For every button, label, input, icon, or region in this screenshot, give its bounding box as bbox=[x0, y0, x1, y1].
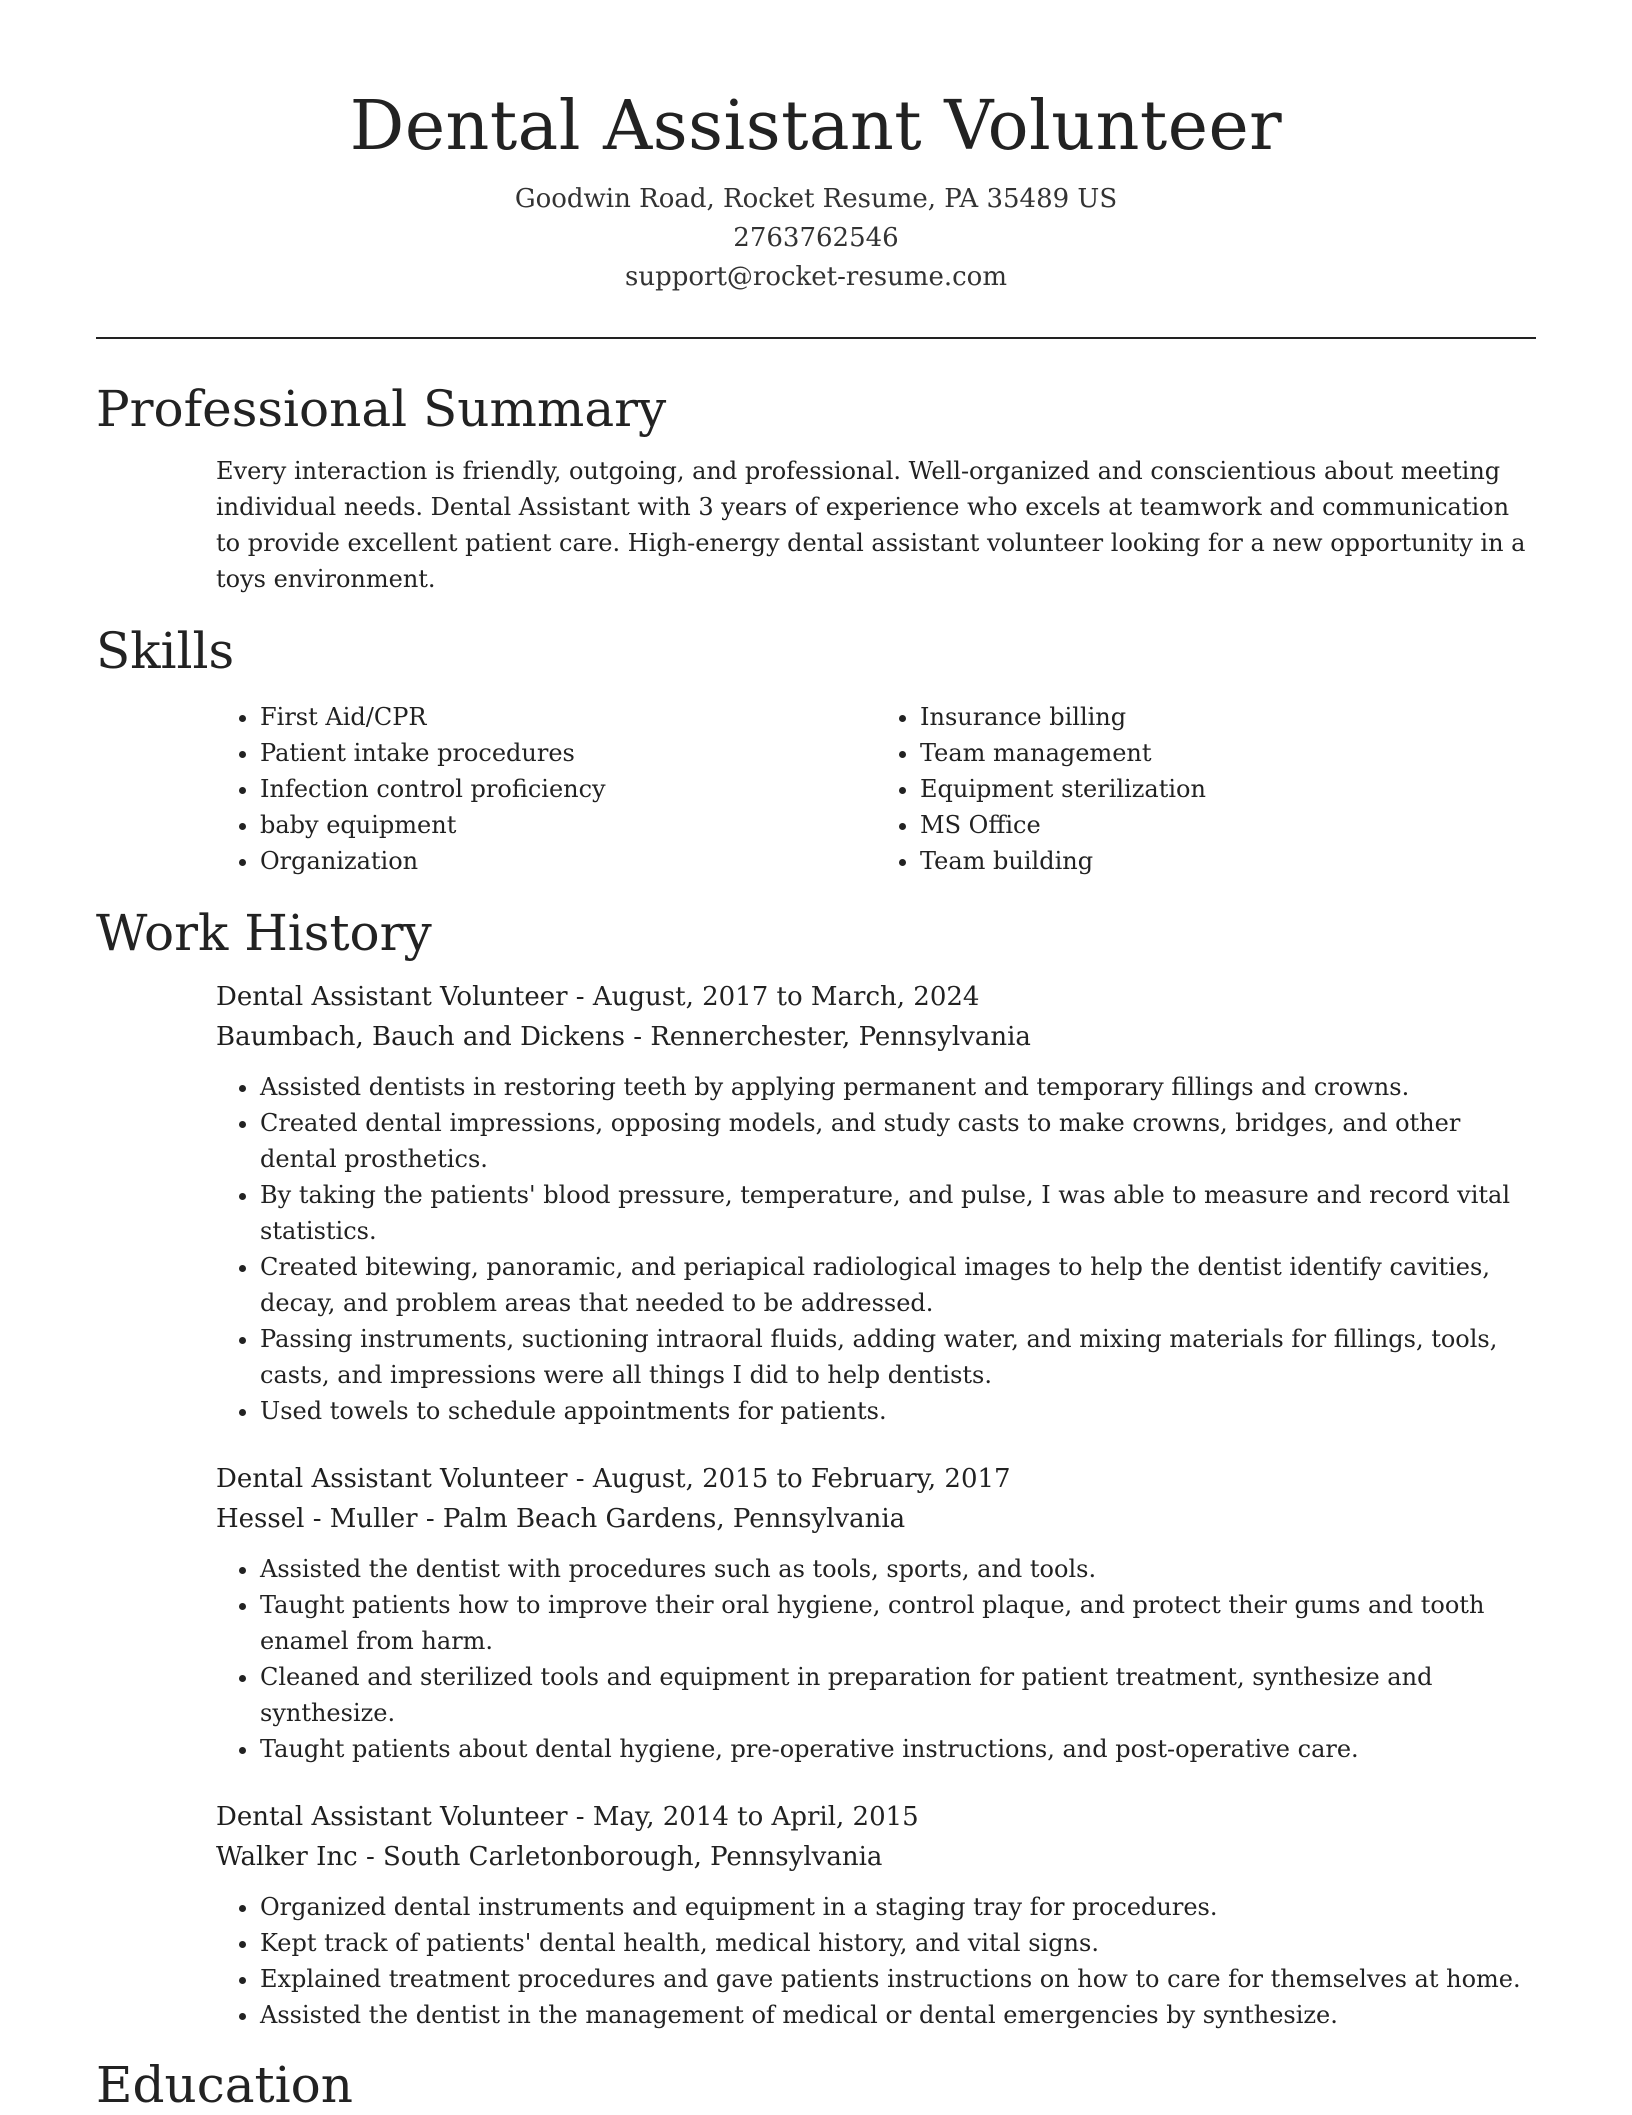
skill-item: • First Aid/CPR bbox=[260, 699, 876, 735]
job-bullets bbox=[216, 1551, 1536, 1767]
job-location: - South Carletonborough, Pennsylvania bbox=[357, 1842, 883, 1872]
job-title-line bbox=[216, 977, 1536, 1017]
skill-item: • MS Office bbox=[920, 807, 1536, 843]
summary-text: Every interaction is friendly, outgoing, and professional. Well-organized and conscientious about meeting individual needs. Dental Assistant with 3 years of experience who excels at teamwork and communication to provide excellent patient care. High-energy dental assistant volunteer looking for a new opportunity in a toys environment. bbox=[216, 457, 1526, 593]
contact-address: Goodwin Road, Rocket Resume, PA 35489 US bbox=[514, 184, 1118, 214]
section-title-skills: Skills bbox=[96, 622, 235, 680]
job-entry bbox=[216, 1797, 1536, 2033]
job-dates: - May, 2014 to April, 2015 bbox=[567, 1802, 919, 1832]
skills-column-left bbox=[216, 699, 876, 879]
job-bullets bbox=[216, 1889, 1536, 2033]
job-bullet: • Explained treatment procedures and gave patients instructions on how to care for themselves at home. bbox=[260, 1961, 1536, 1997]
job-title-line bbox=[216, 1797, 1536, 1837]
job-bullet: • Created bitewing, panoramic, and periapical radiological images to help the dentist identify cavities, decay, and problem areas that needed to be addressed. bbox=[260, 1249, 1536, 1321]
job-bullet: • Passing instruments, suctioning intraoral fluids, adding water, and mixing materials for fillings, tools, casts, and impressions were all things I did to help dentists. bbox=[260, 1321, 1536, 1393]
candidate-name: Dental Assistant Volunteer bbox=[349, 87, 1283, 166]
contact-phone: 2763762546 bbox=[733, 223, 899, 253]
job-role: Dental Assistant Volunteer bbox=[216, 1464, 568, 1494]
section-title-education: Education bbox=[96, 2056, 353, 2114]
job-company-line bbox=[216, 1499, 1536, 1539]
job-role: Dental Assistant Volunteer bbox=[216, 1802, 568, 1832]
job-company: Walker Inc bbox=[216, 1842, 358, 1872]
job-bullet: • Created dental impressions, opposing models, and study casts to make crowns, bridges, and other dental prosthetics. bbox=[260, 1105, 1536, 1177]
skill-item: • Team management bbox=[920, 735, 1536, 771]
skill-item: • Insurance billing bbox=[920, 699, 1536, 735]
skills-column-right bbox=[876, 699, 1536, 879]
job-bullet: • Taught patients about dental hygiene, pre-operative instructions, and post-operative care. bbox=[260, 1731, 1536, 1767]
job-bullet: • Kept track of patients' dental health, medical history, and vital signs. bbox=[260, 1925, 1536, 1961]
section-title-summary: Professional Summary bbox=[96, 380, 667, 438]
job-bullets bbox=[216, 1069, 1536, 1429]
contact-email: support@rocket-resume.com bbox=[624, 262, 1007, 292]
job-company-line bbox=[216, 1837, 1536, 1877]
job-location: - Palm Beach Gardens, Pennsylvania bbox=[417, 1504, 906, 1534]
contact-block bbox=[96, 180, 1536, 297]
skill-item: • Organization bbox=[260, 843, 876, 879]
job-company: Hessel - Muller bbox=[216, 1504, 418, 1534]
skill-item: • baby equipment bbox=[260, 807, 876, 843]
header-divider bbox=[96, 337, 1536, 339]
job-title-line bbox=[216, 1459, 1536, 1499]
job-location: - Rennerchester, Pennsylvania bbox=[625, 1022, 1031, 1052]
job-company: Baumbach, Bauch and Dickens bbox=[216, 1022, 626, 1052]
job-entry bbox=[216, 1459, 1536, 1767]
skill-item: • Patient intake procedures bbox=[260, 735, 876, 771]
section-title-work-history: Work History bbox=[96, 904, 432, 962]
job-bullet: • Assisted the dentist in the management of medical or dental emergencies by synthesize. bbox=[260, 1997, 1536, 2033]
job-bullet: • Used towels to schedule appointments for patients. bbox=[260, 1393, 1536, 1429]
job-dates: - August, 2017 to March, 2024 bbox=[567, 982, 980, 1012]
job-bullet: • By taking the patients' blood pressure, temperature, and pulse, I was able to measure and record vital statistics. bbox=[260, 1177, 1536, 1249]
job-bullet: • Assisted dentists in restoring teeth by applying permanent and temporary fillings and crowns. bbox=[260, 1069, 1536, 1105]
job-dates: - August, 2015 to February, 2017 bbox=[567, 1464, 1011, 1494]
job-role: Dental Assistant Volunteer bbox=[216, 982, 568, 1012]
job-bullet: • Cleaned and sterilized tools and equipment in preparation for patient treatment, synthesize and synthesize. bbox=[260, 1659, 1536, 1731]
skills-list bbox=[216, 699, 1536, 879]
skill-item: • Infection control proficiency bbox=[260, 771, 876, 807]
resume-page bbox=[96, 0, 1536, 2115]
job-entry bbox=[216, 977, 1536, 1429]
skill-item: • Equipment sterilization bbox=[920, 771, 1536, 807]
job-company-line bbox=[216, 1017, 1536, 1057]
resume-header bbox=[96, 0, 1536, 297]
job-bullet: • Assisted the dentist with procedures such as tools, sports, and tools. bbox=[260, 1551, 1536, 1587]
job-bullet: • Taught patients how to improve their oral hygiene, control plaque, and protect their gums and tooth enamel from harm. bbox=[260, 1587, 1536, 1659]
skill-item: • Team building bbox=[920, 843, 1536, 879]
job-bullet: • Organized dental instruments and equipment in a staging tray for procedures. bbox=[260, 1889, 1536, 1925]
